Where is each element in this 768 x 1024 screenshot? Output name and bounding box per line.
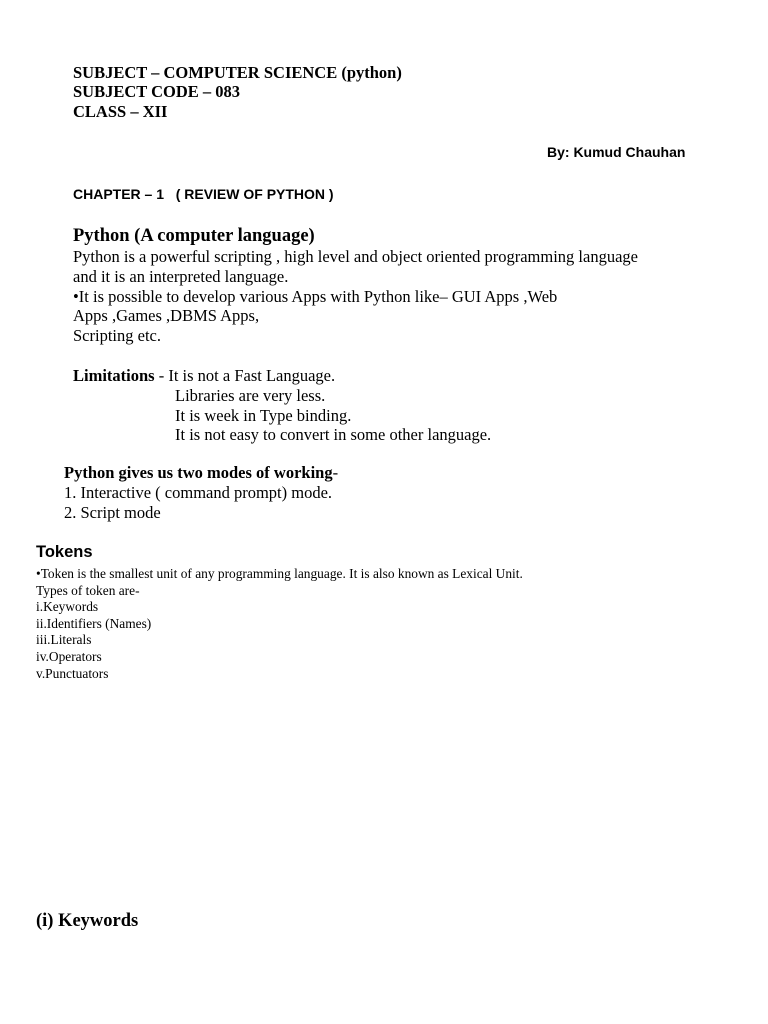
- limitation-item: It is week in Type binding.: [175, 405, 352, 425]
- modes-heading-line: [64, 463, 338, 483]
- tokens-definition: •Token is the smallest unit of any programming language. It is also known as Lexical Unit.: [36, 566, 523, 581]
- limitations-first-item: - It is not a Fast Language.: [154, 366, 336, 385]
- keywords-heading: (i) Keywords: [36, 911, 139, 931]
- limitations-first-line: [73, 366, 491, 386]
- chapter-title: CHAPTER – 1 ( REVIEW OF PYTHON ): [73, 186, 334, 202]
- class-line: CLASS – XII: [73, 102, 168, 121]
- python-line: Apps ,Games ,DBMS Apps,: [73, 306, 260, 326]
- python-heading: Python (A computer language): [73, 226, 315, 246]
- modes-heading: Python gives us two modes of working: [64, 463, 333, 482]
- token-type-item: iii.Literals: [36, 632, 92, 648]
- python-line: Scripting etc.: [73, 326, 161, 346]
- tokens-block: [36, 566, 523, 682]
- python-paragraph: [73, 247, 638, 346]
- modes-heading-dash: -: [332, 463, 339, 482]
- author-line: By: Kumud Chauhan: [547, 144, 686, 160]
- limitations-block: [73, 366, 491, 445]
- modes-block: [64, 463, 338, 522]
- python-line: and it is an interpreted language.: [73, 266, 289, 286]
- subject-code-line: SUBJECT CODE – 083: [73, 82, 241, 101]
- limitation-item: Libraries are very less.: [175, 385, 326, 405]
- token-type-item: iv.Operators: [36, 648, 102, 664]
- limitation-item: It is not easy to convert in some other language.: [175, 425, 492, 445]
- tokens-types-label: Types of token are-: [36, 582, 140, 598]
- tokens-heading: Tokens: [36, 543, 93, 561]
- python-line: •It is possible to develop various Apps with Python like– GUI Apps ,Web: [73, 286, 558, 306]
- token-type-item: v.Punctuators: [36, 665, 109, 681]
- token-type-item: ii.Identifiers (Names): [36, 615, 152, 631]
- token-type-item: i.Keywords: [36, 599, 99, 615]
- python-line: Python is a powerful scripting , high level and object oriented programming language: [73, 247, 638, 266]
- mode-item: 2. Script mode: [64, 502, 161, 522]
- mode-item: 1. Interactive ( command prompt) mode.: [64, 482, 333, 502]
- subject-line: SUBJECT – COMPUTER SCIENCE (python): [73, 63, 402, 82]
- limitations-label: Limitations: [73, 366, 155, 385]
